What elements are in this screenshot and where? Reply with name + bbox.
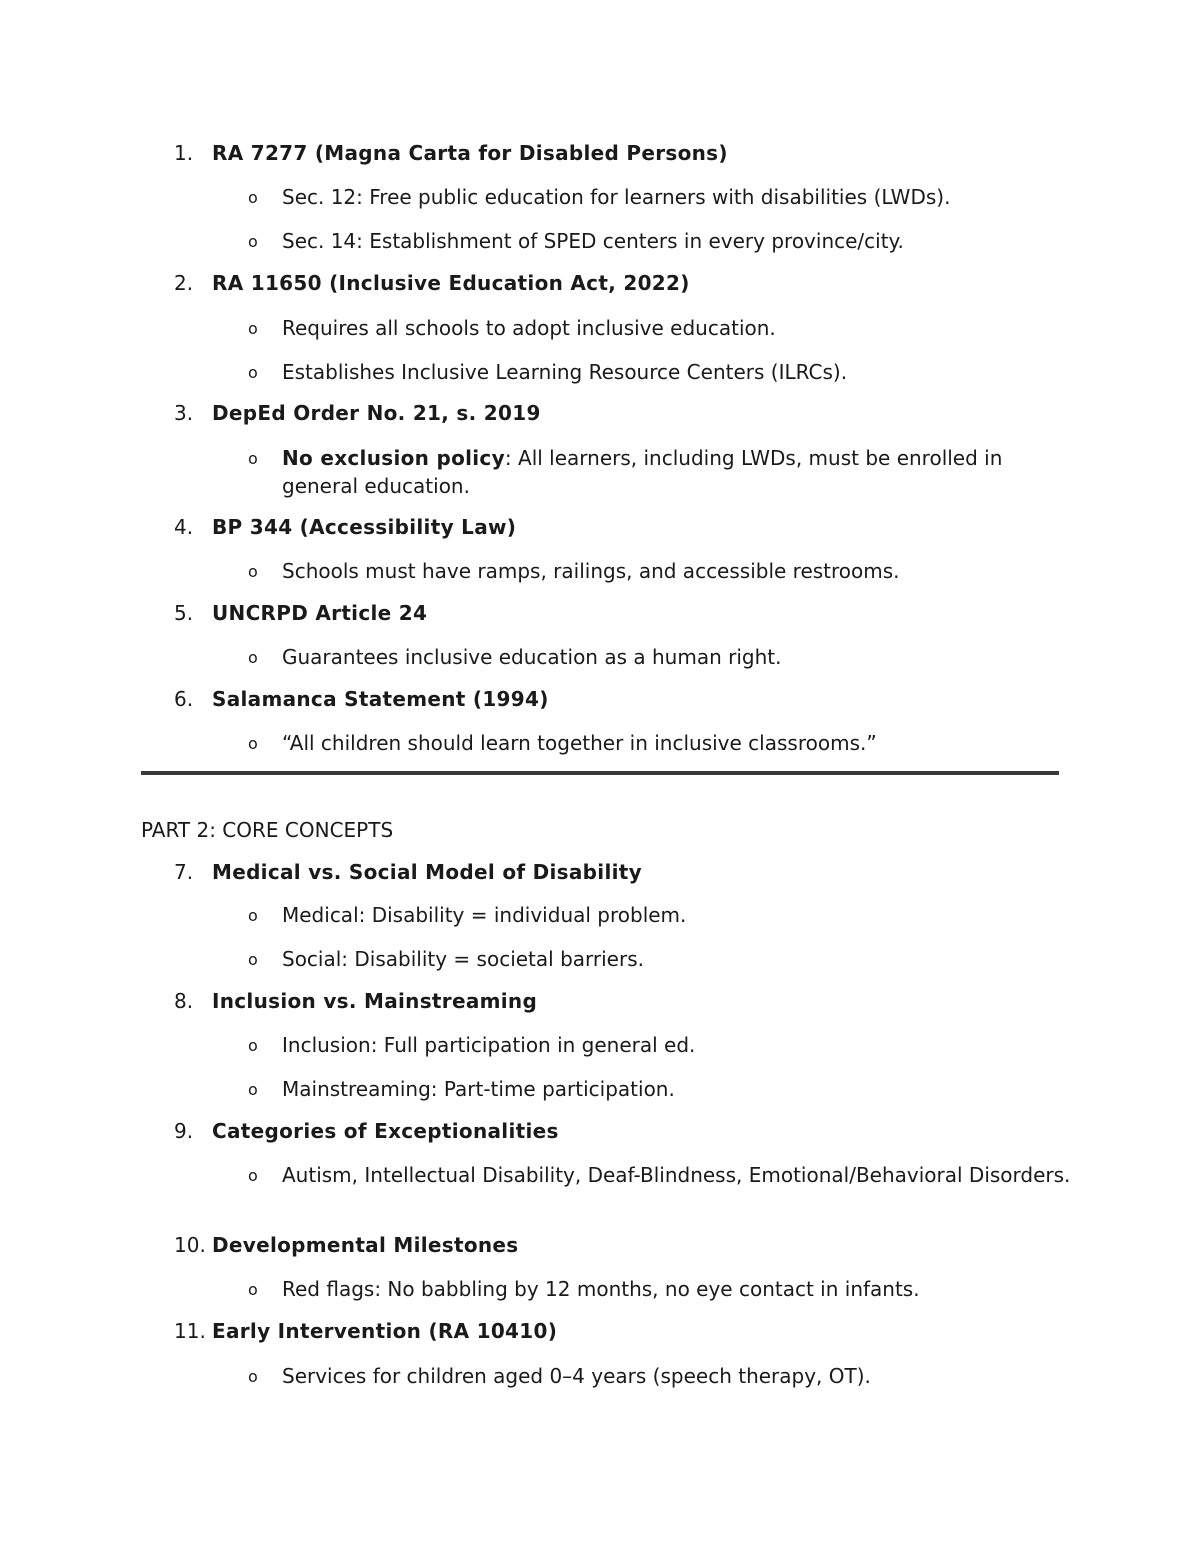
list-item-title: 3. DepEd Order No. 21, s. 2019 xyxy=(174,401,541,425)
bold-term: No exclusion policy xyxy=(282,446,505,470)
bullet-icon: o xyxy=(248,232,258,251)
document-page: 1. RA 7277 (Magna Carta for Disabled Persons) o Sec. 12: Free public education for learners with disabilities (LWDs). o Sec. 14: Establishment of SPED centers in every province/city. 2. RA 11650 (Inclusive Education Act, 2022) o Requires all schools to adopt inclusive education. o Establishes Inclusive Learning Resource Centers (ILRCs). 3. DepEd Order No. 21, s. 2019 o No exclusion policy: All learners, including LWDs, must be enrolled in general education. 4. BP 344 (Accessibility Law) o Schools must have ramps, railings, and accessible restrooms. 5. UNCRPD Article 24 o Guarantees inclusive education as a human right. 6. Salamanca Statement (1994) o “All children should learn together in inclusive classrooms.” PART 2: CORE CONCEPTS 7. Medical vs. Social Model of Disability o Medical: Disability = individual problem. o Social: Disability = societal barriers. 8. Inclusion vs. Mainstreaming o Inclusion: Full participation in general ed. o Mainstreaming: Part-time participation. 9. Categories of Exceptionalities o Autism, Intellectual Disability, Deaf-Blindness, Emotional/Behavioral Disorders. 10. Developmental Milestones o Red flags: No babbling by 12 months, no eye contact in infants. 11. Early Intervention (RA 10410) o Services for children aged 0–4 years (speech therapy, OT). xyxy=(0,0,1200,1553)
list-item-title: 2. RA 11650 (Inclusive Education Act, 2022) xyxy=(174,271,690,295)
bullet-icon: o xyxy=(248,950,258,969)
bullet-icon: o xyxy=(248,319,258,338)
list-item-title: 1. RA 7277 (Magna Carta for Disabled Persons) xyxy=(174,141,728,165)
list-item-title: 7. Medical vs. Social Model of Disability xyxy=(174,860,642,884)
bullet-icon: o xyxy=(248,1080,258,1099)
list-item-title: 11. Early Intervention (RA 10410) xyxy=(174,1319,558,1343)
section-heading: PART 2: CORE CONCEPTS xyxy=(141,818,394,842)
bullet-icon: o xyxy=(248,1280,258,1299)
list-item-title: 8. Inclusion vs. Mainstreaming xyxy=(174,989,538,1013)
list-item-title: 6. Salamanca Statement (1994) xyxy=(174,687,549,711)
bullet-icon: o xyxy=(248,562,258,581)
bullet-icon: o xyxy=(248,648,258,667)
list-item-title: 5. UNCRPD Article 24 xyxy=(174,601,428,625)
list-item-title: 10. Developmental Milestones xyxy=(174,1233,519,1257)
list-item-title: 4. BP 344 (Accessibility Law) xyxy=(174,515,517,539)
bullet-icon: o xyxy=(248,1166,258,1185)
bullet-icon: o xyxy=(248,1036,258,1055)
bullet-icon: o xyxy=(248,734,258,753)
bullet-icon: o xyxy=(248,449,258,468)
bullet-icon: o xyxy=(248,363,258,382)
bullet-icon: o xyxy=(248,906,258,925)
horizontal-divider xyxy=(141,771,1059,775)
bullet-icon: o xyxy=(248,1367,258,1386)
list-item-title: 9. Categories of Exceptionalities xyxy=(174,1119,559,1143)
bullet-icon: o xyxy=(248,188,258,207)
